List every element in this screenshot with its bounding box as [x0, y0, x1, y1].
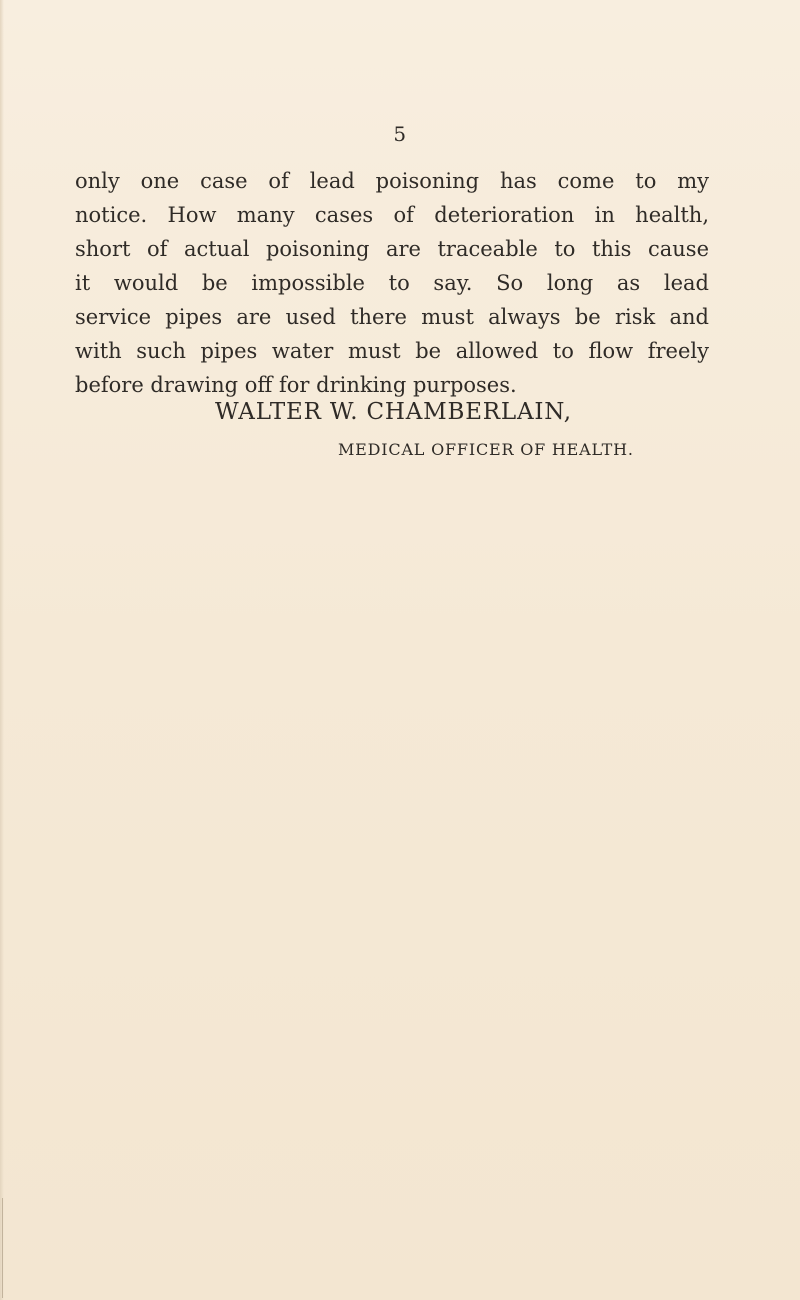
- paragraph-line: service pipes are used there must always be risk and: [75, 305, 709, 329]
- body-paragraph: [75, 164, 709, 402]
- page-number: 5: [393, 122, 407, 146]
- paragraph-line: short of actual poisoning are traceable to this cause: [75, 237, 709, 261]
- paragraph-line: notice. How many cases of deterioration in health,: [75, 203, 709, 227]
- signature-title: MEDICAL OFFICER OF HEALTH.: [338, 440, 634, 459]
- paragraph-line: before drawing off for drinking purposes.: [75, 373, 517, 397]
- page-edge-shadow: [0, 0, 4, 1300]
- page-edge-mark: [2, 1198, 3, 1298]
- signature-name: WALTER W. CHAMBERLAIN,: [215, 399, 572, 425]
- paragraph-line: only one case of lead poisoning has come to my: [75, 169, 709, 193]
- paragraph-line: with such pipes water must be allowed to flow freely: [75, 339, 709, 363]
- paragraph-line: it would be impossible to say. So long as lead: [75, 271, 709, 295]
